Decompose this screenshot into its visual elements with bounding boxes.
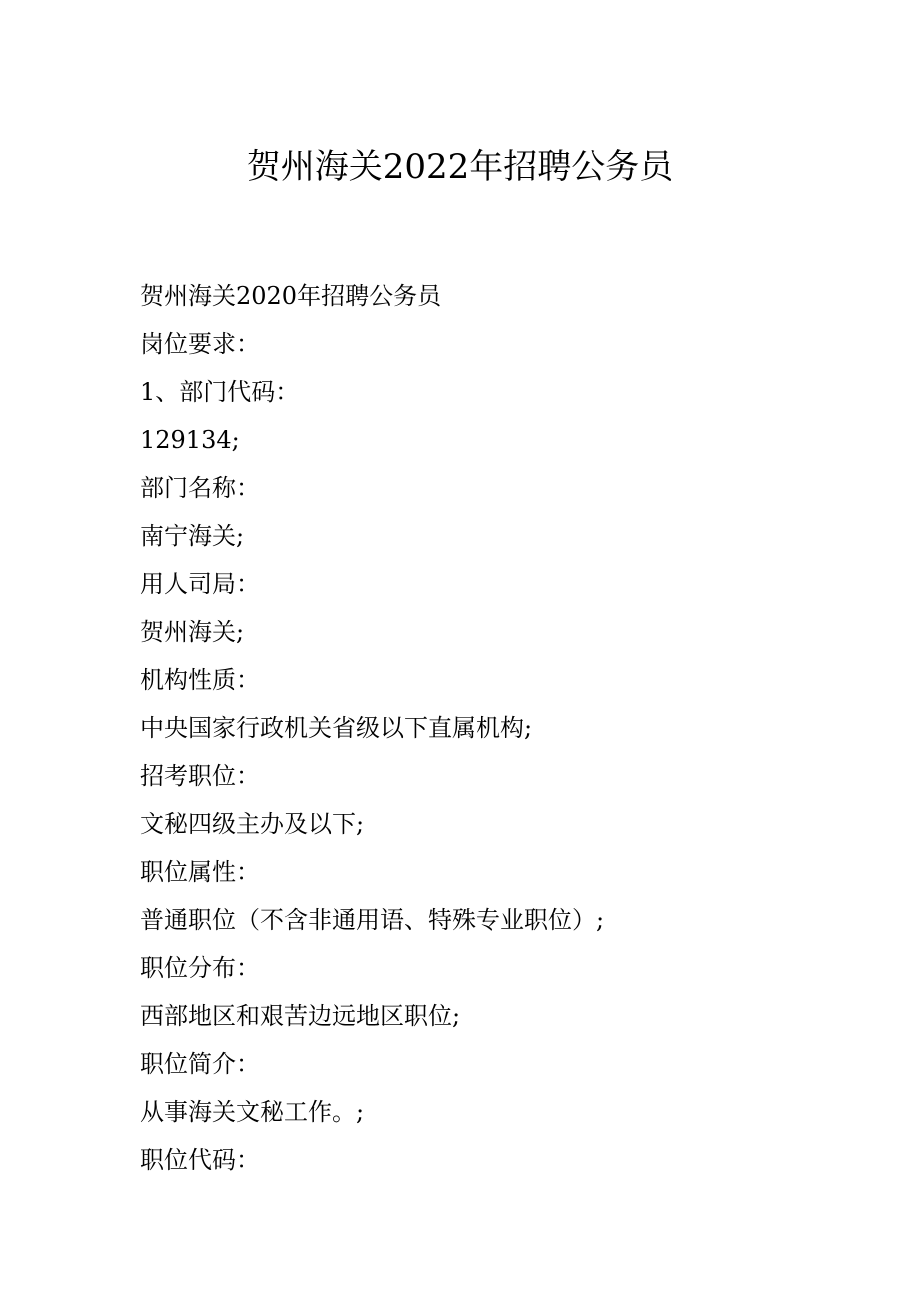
body-line: 1、部门代码： bbox=[140, 378, 300, 406]
body-line: 中央国家行政机关省级以下直属机构; bbox=[140, 714, 533, 742]
body-line: 用人司局： bbox=[140, 570, 260, 598]
body-line: 文秘四级主办及以下; bbox=[140, 810, 365, 838]
body-line: 南宁海关; bbox=[140, 522, 245, 550]
body-line: 职位分布： bbox=[140, 954, 260, 982]
body-line: 职位简介： bbox=[140, 1050, 260, 1078]
document-title: 贺州海关2022年招聘公务员 bbox=[246, 147, 674, 187]
body-line: 招考职位： bbox=[140, 762, 260, 790]
body-line: 西部地区和艰苦边远地区职位; bbox=[140, 1002, 461, 1030]
document-body bbox=[140, 276, 860, 1188]
body-line: 岗位要求： bbox=[140, 330, 260, 358]
body-line: 从事海关文秘工作。; bbox=[140, 1098, 365, 1126]
body-line: 贺州海关2020年招聘公务员 bbox=[140, 282, 442, 310]
body-line: 普通职位（不含非通用语、特殊专业职位）; bbox=[140, 906, 605, 934]
body-line: 129134; bbox=[140, 426, 240, 454]
body-line: 职位代码： bbox=[140, 1146, 260, 1174]
body-line: 贺州海关; bbox=[140, 618, 245, 646]
body-line: 机构性质： bbox=[140, 666, 260, 694]
body-line: 部门名称： bbox=[140, 474, 260, 502]
body-line: 职位属性： bbox=[140, 858, 260, 886]
